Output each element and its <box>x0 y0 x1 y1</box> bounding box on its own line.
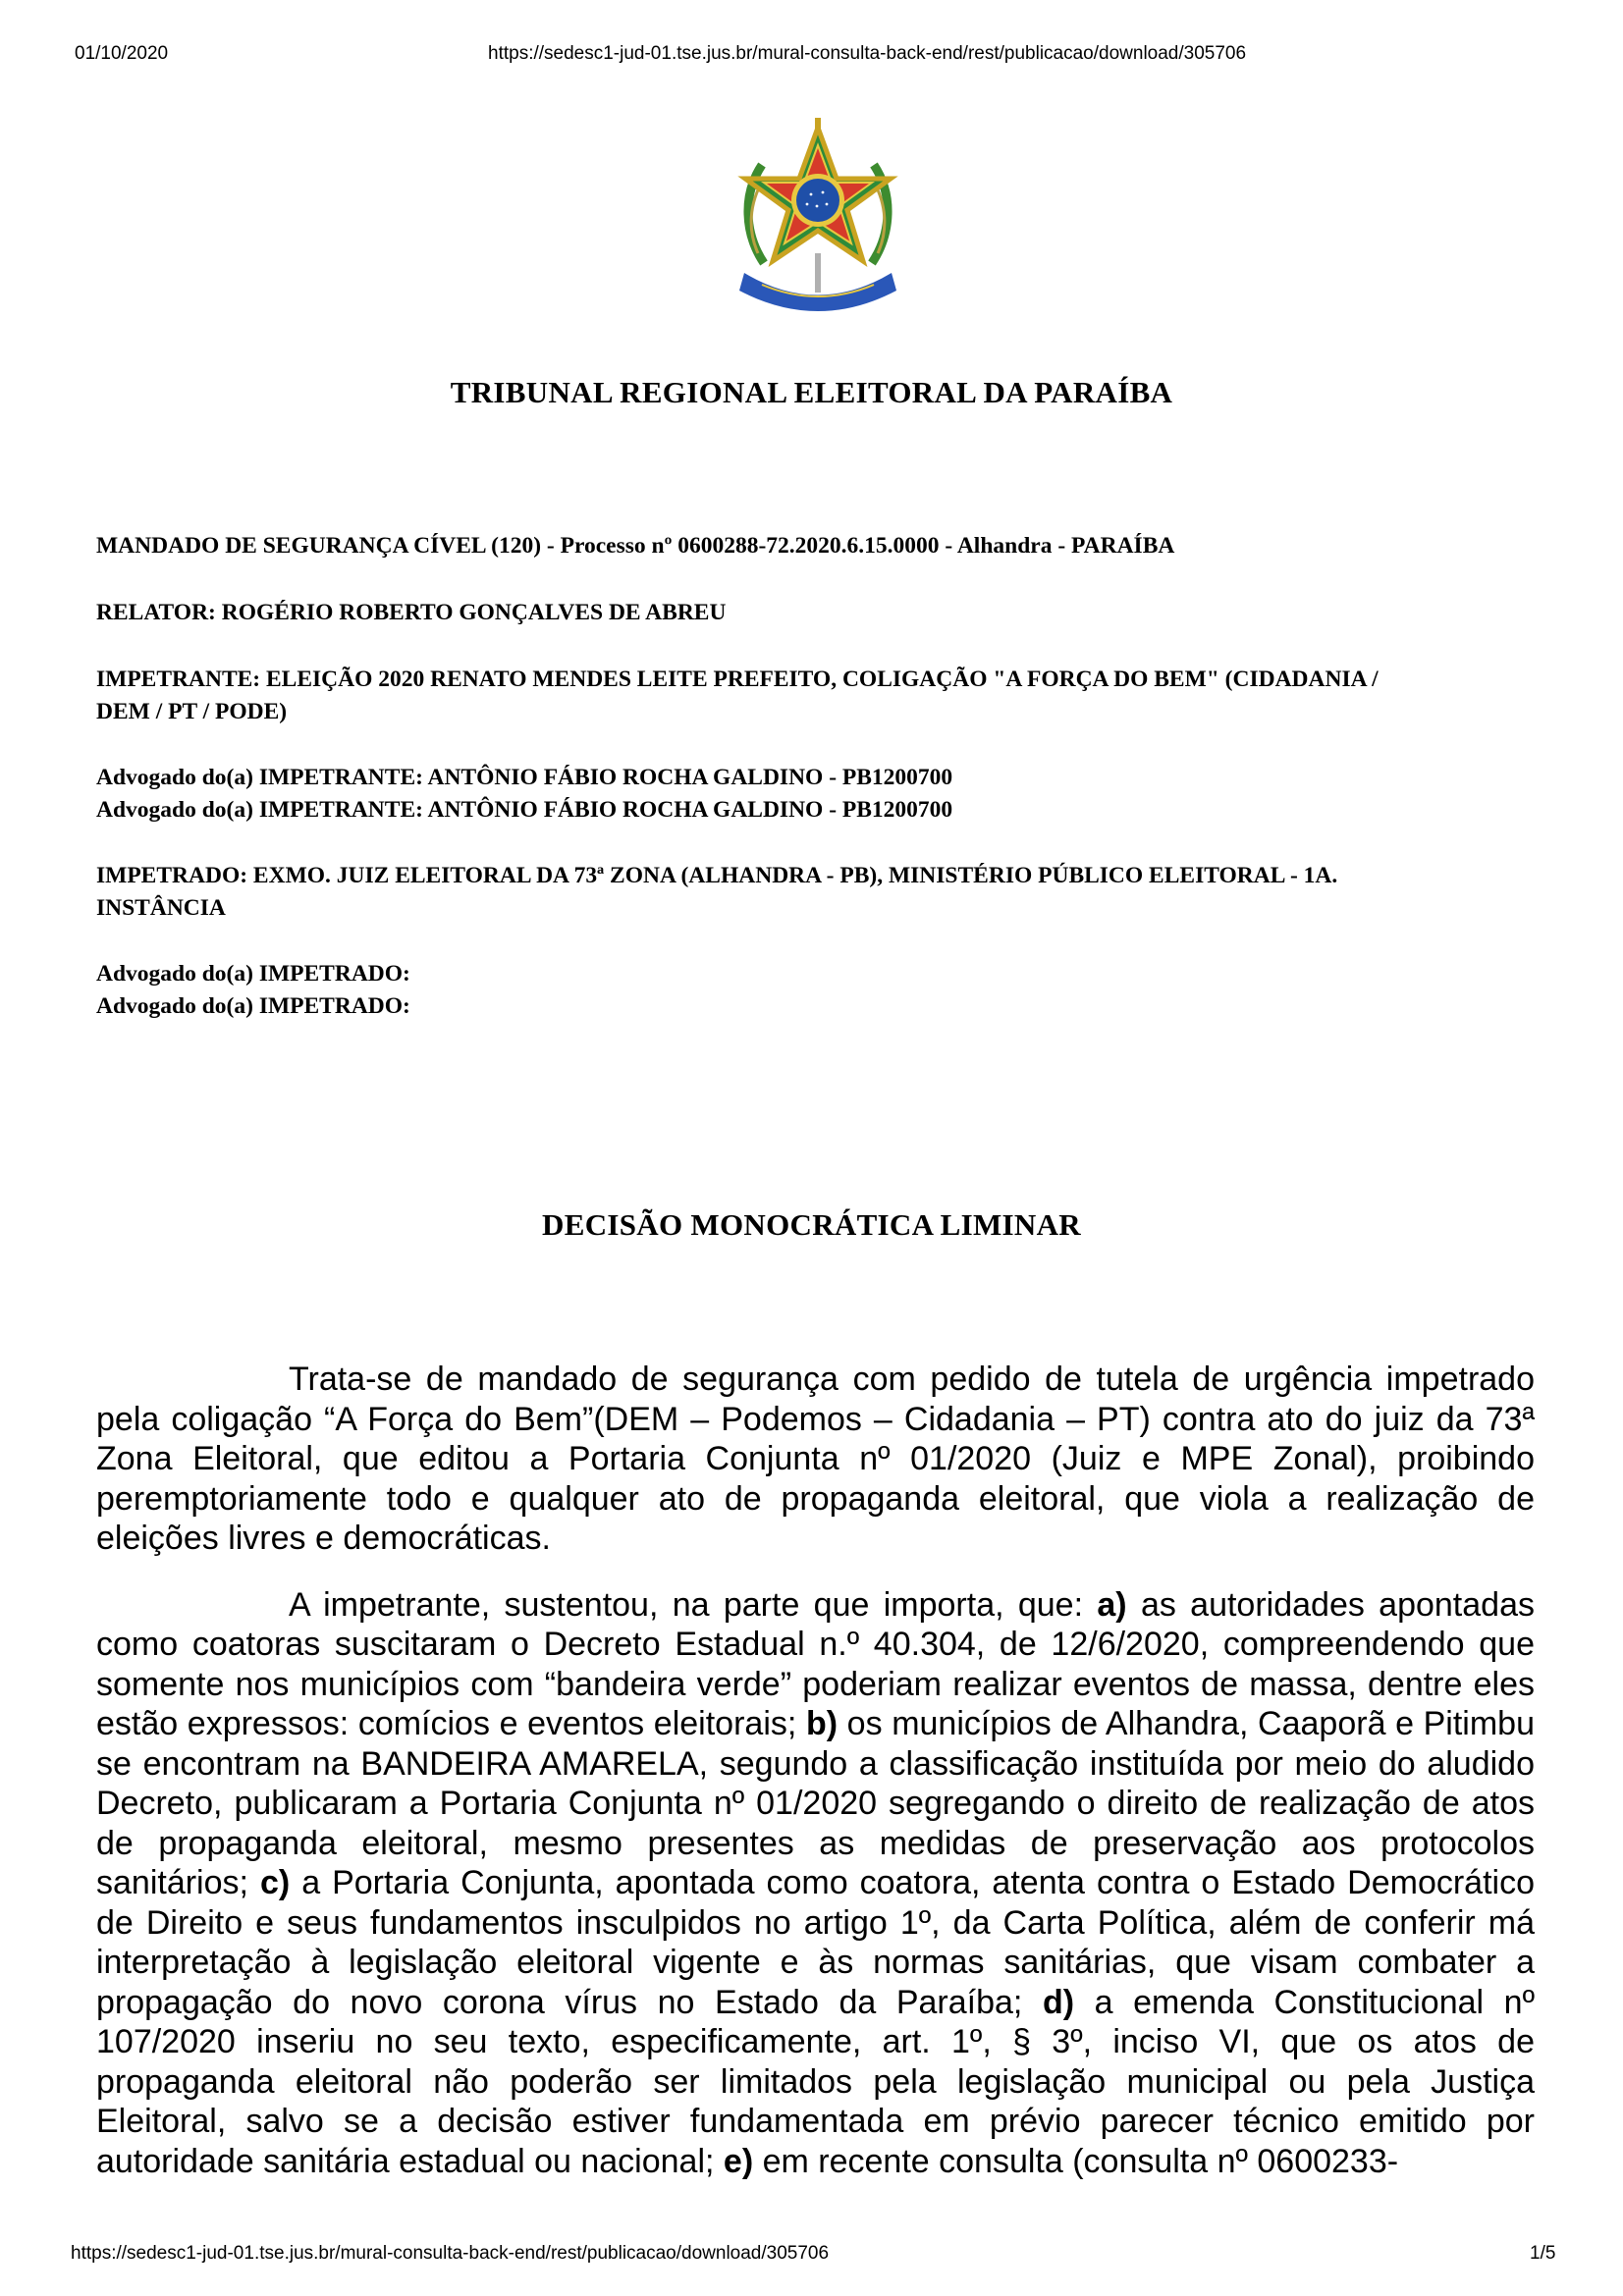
paragraph-arguments <box>96 1585 1535 2182</box>
brazil-coat-of-arms-icon <box>734 116 901 312</box>
print-footer-url: https://sedesc1-jud-01.tse.jus.br/mural-consulta-back-end/rest/publicacao/download/305706 <box>71 2243 830 2264</box>
print-header-url: https://sedesc1-jud-01.tse.jus.br/mural-consulta-back-end/rest/publicacao/download/305706 <box>488 43 1247 64</box>
decision-title: DECISÃO MONOCRÁTICA LIMINAR <box>542 1207 1081 1242</box>
court-name: TRIBUNAL REGIONAL ELEITORAL DA PARAÍBA <box>450 375 1173 409</box>
item-c-label: c) <box>259 1864 291 1901</box>
advogado-impetrado-2: Advogado do(a) IMPETRADO: <box>96 993 410 1019</box>
decision-body <box>96 1360 1535 2208</box>
item-b-label: b) <box>805 1705 839 1742</box>
item-c-text: a Portaria Conjunta, apontada como coatora, atenta contra o Estado Democrático de Direito e seus fundamentos insculpidos no artigo 1º, da Carta Política, além de conferir má interpretação à legislação eleitoral vigente e às normas sanitárias, que visam combater a propagação do novo corona vírus no Estado da Paraíba; <box>96 1864 1535 2021</box>
item-b-text: os municípios de Alhandra, Caaporã e Pitimbu se encontram na BANDEIRA AMARELA, segundo a classificação instituída por meio do aludido Decreto, publicaram a Portaria Conjunta nº 01/2020 segregando o direito de realização de atos de propaganda eleitoral, mesmo presentes as medidas de preservação aos protocolos sanitários; <box>96 1705 1535 1901</box>
print-date: 01/10/2020 <box>75 43 169 64</box>
item-d-text: a emenda Constitucional nº 107/2020 inseriu no seu texto, especificamente, art. 1º, § 3º, inciso VI, que os atos de propaganda eleitoral não poderão ser limitados pela legislação municipal ou pela Justiça Eleitoral, salvo se a decisão estiver fundamentada em prévio parecer técnico emitido por autoridade sanitária estadual ou nacional; <box>96 1983 1535 2180</box>
item-a-label: a) <box>1097 1585 1127 1624</box>
advogado-impetrante-2: Advogado do(a) IMPETRANTE: ANTÔNIO FÁBIO ROCHA GALDINO - PB1200700 <box>96 797 953 823</box>
impetrante-line-1: IMPETRANTE: ELEIÇÃO 2020 RENATO MENDES LEITE PREFEITO, COLIGAÇÃO "A FORÇA DO BEM" (CIDADANIA / <box>96 667 1379 692</box>
paragraph-intro: Trata-se de mandado de segurança com pedido de tutela de urgência impetrado pela coligação “A Força do Bem”(DEM – Podemos – Cidadania – PT) contra ato do juiz da 73ª Zona Eleitoral, que editou a Portaria Conjunta nº 01/2020 (Juiz e MPE Zonal), proibindo peremptoriamente todo e qualquer ato de propaganda eleitoral, que viola a realização de eleições livres e democráticas. <box>96 1361 1535 1557</box>
impetrante-line-2: DEM / PT / PODE) <box>96 699 288 724</box>
item-d-label: d) <box>1042 1983 1075 2021</box>
item-a-text: as autoridades apontadas como coatoras suscitaram o Decreto Estadual n.º 40.304, de 12/6/2020, compreendendo que somente nos municípios com “bandeira verde” poderiam realizar eventos de massa, dentre eles estão expressos: comícios e eventos eleitorais; <box>96 1585 1535 1742</box>
arguments-intro: A impetrante, sustentou, na parte que importa, que: <box>289 1585 1084 1624</box>
impetrado-line-2: INSTÂNCIA <box>96 895 226 921</box>
advogado-impetrante-1: Advogado do(a) IMPETRANTE: ANTÔNIO FÁBIO ROCHA GALDINO - PB1200700 <box>96 765 953 790</box>
relator-line: RELATOR: ROGÉRIO ROBERTO GONÇALVES DE ABREU <box>96 600 727 625</box>
item-e-text: em recente consulta (consulta nº 0600233- <box>762 2142 1399 2180</box>
page-number: 1/5 <box>1530 2243 1556 2264</box>
case-class-line: MANDADO DE SEGURANÇA CÍVEL (120) - Processo nº 0600288-72.2020.6.15.0000 - Alhandra - PARAÍBA <box>96 533 1175 559</box>
impetrado-line-1: IMPETRADO: EXMO. JUIZ ELEITORAL DA 73ª ZONA (ALHANDRA - PB), MINISTÉRIO PÚBLICO ELEITORAL - 1A. <box>96 863 1338 888</box>
item-e-label: e) <box>723 2142 754 2180</box>
advogado-impetrado-1: Advogado do(a) IMPETRADO: <box>96 961 410 987</box>
